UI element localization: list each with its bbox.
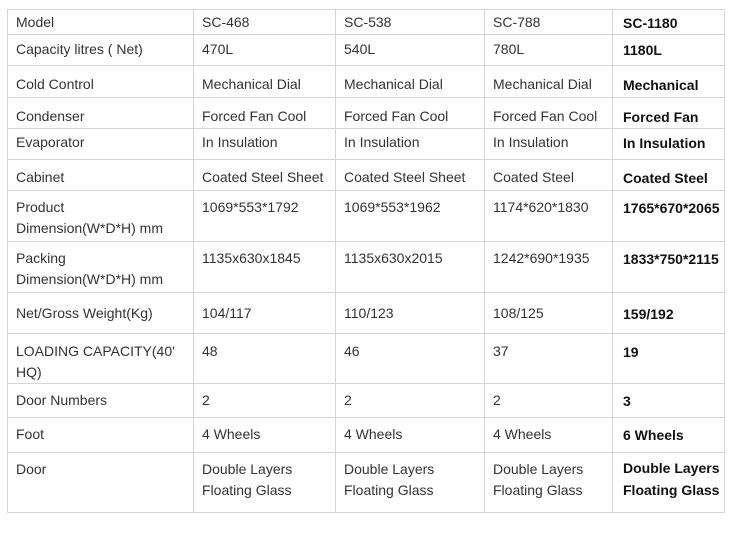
spec-value: 2 [194,384,336,418]
spec-value: 37 [485,334,613,384]
spec-label: Model [8,10,194,35]
spec-value: Mechanical Dial [194,66,336,98]
spec-value: In Insulation [336,129,485,160]
table-row [8,242,725,293]
spec-table [7,9,725,513]
spec-value: 4 Wheels [336,418,485,453]
spec-label: Foot [8,418,194,453]
spec-value: SC-468 [194,10,336,35]
spec-value: 19 [613,334,725,384]
spec-value: Double Layers Floating Glass [485,453,613,513]
spec-value: 540L [336,35,485,66]
table-row [8,334,725,384]
spec-value: Mechanical [613,66,725,98]
table-row [8,384,725,418]
table-row [8,129,725,160]
spec-value: 1069*553*1962 [336,191,485,242]
spec-label: Cabinet [8,160,194,191]
spec-value: SC-538 [336,10,485,35]
spec-value: 2 [336,384,485,418]
table-row [8,10,725,35]
spec-label: Door [8,453,194,513]
table-row [8,293,725,334]
spec-value: Forced Fan Cool [336,98,485,129]
spec-value: 1174*620*1830 [485,191,613,242]
spec-value: 6 Wheels [613,418,725,453]
spec-value: Forced Fan Cool [194,98,336,129]
table-row [8,35,725,66]
spec-label: LOADING CAPACITY(40' HQ) [8,334,194,384]
spec-value: Double Layers Floating Glass [336,453,485,513]
spec-value: Coated Steel [613,160,725,191]
spec-value: In Insulation [613,129,725,160]
spec-label: Condenser [8,98,194,129]
spec-value: Coated Steel Sheet [194,160,336,191]
spec-label: Capacity litres ( Net) [8,35,194,66]
spec-value: 46 [336,334,485,384]
spec-value: 780L [485,35,613,66]
spec-value: 3 [613,384,725,418]
spec-value: SC-788 [485,10,613,35]
table-row [8,453,725,513]
spec-label: Door Numbers [8,384,194,418]
spec-value: Forced Fan [613,98,725,129]
spec-value: Mechanical Dial [485,66,613,98]
spec-label: Evaporator [8,129,194,160]
spec-value: 48 [194,334,336,384]
spec-value: 1135x630x1845 [194,242,336,293]
spec-value: Coated Steel Sheet [336,160,485,191]
spec-value: 108/125 [485,293,613,334]
spec-label: Net/Gross Weight(Kg) [8,293,194,334]
spec-value: 1242*690*1935 [485,242,613,293]
spec-label: Cold Control [8,66,194,98]
spec-value: In Insulation [485,129,613,160]
spec-value: Coated Steel [485,160,613,191]
spec-label: Product Dimension(W*D*H) mm [8,191,194,242]
table-row [8,66,725,98]
spec-value: 1069*553*1792 [194,191,336,242]
spec-value: 1180L [613,35,725,66]
table-row [8,418,725,453]
spec-value: Double Layers Floating Glass [613,453,725,513]
spec-value: Mechanical Dial [336,66,485,98]
table-row [8,160,725,191]
spec-value: 159/192 [613,293,725,334]
spec-value: 1833*750*2115 [613,242,725,293]
spec-value: 2 [485,384,613,418]
spec-value: 104/117 [194,293,336,334]
spec-value: SC-1180 [613,10,725,35]
spec-value: Forced Fan Cool [485,98,613,129]
spec-value: 110/123 [336,293,485,334]
spec-value: 1765*670*2065 [613,191,725,242]
table-row [8,191,725,242]
spec-label: Packing Dimension(W*D*H) mm [8,242,194,293]
spec-value: In Insulation [194,129,336,160]
spec-value: Double Layers Floating Glass [194,453,336,513]
spec-value: 4 Wheels [194,418,336,453]
spec-value: 1135x630x2015 [336,242,485,293]
spec-value: 4 Wheels [485,418,613,453]
table-row [8,98,725,129]
spec-value: 470L [194,35,336,66]
